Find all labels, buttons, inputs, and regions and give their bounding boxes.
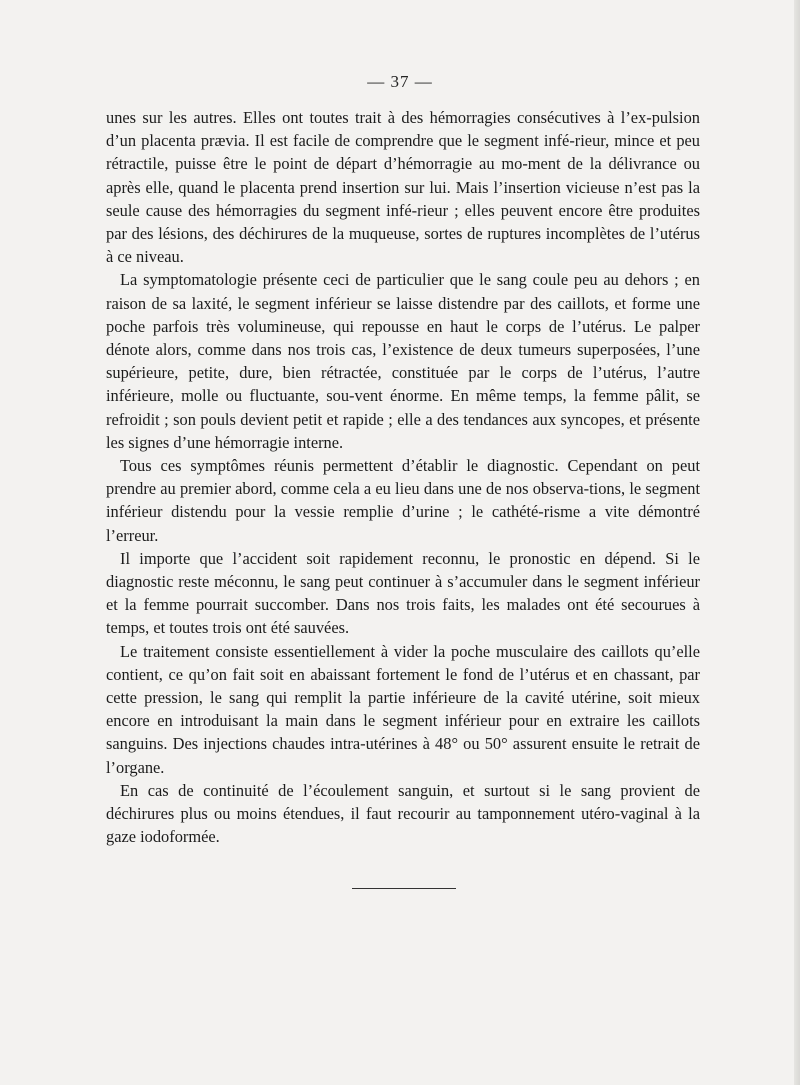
paragraph-treatment: Le traitement consiste essentiellement à vider la poche musculaire des caillots qu’elle contient, ce qu’on fait soit en abaissant fortement le fond de l’utérus et en chassant, par cette pression, le sang qui remplit la partie inférieure de la cavité utérine, soit mieux encore en introduisant la main dans le segment inférieur pour en extraire les caillots sanguins. Des injections chaudes intra-utérines à 48° ou 50° assurent ensuite le retrait de l’organe. — [106, 641, 700, 777]
page-number: — 37 — — [367, 72, 433, 91]
paragraph-tamponade: En cas de continuité de l’écoulement sanguin, et surtout si le sang provient de déchirures plus ou moins étendues, il faut recourir au tamponnement utéro-vaginal à la gaze iodoformée. — [106, 780, 700, 847]
page-edge-shadow — [794, 0, 800, 1085]
body-text — [106, 106, 700, 849]
paragraph-hemorrhage-causes: unes sur les autres. Elles ont toutes trait à des hémorragies consécutives à l’ex-pulsion d’un placenta prævia. Il est facile de comprendre que le segment infé-rieur, mince et peu rétractile, puisse être le point de départ d’hémorragie au mo-ment de la délivrance ou après elle, quand le placenta prend insertion sur lui. Mais l’insertion vicieuse n’est pas la seule cause des hémorragies du segment infé-rieur ; elles peuvent encore être produites par des lésions, des déchirures de la muqueuse, sortes de ruptures incomplètes de l’utérus à ce niveau. — [106, 108, 700, 267]
paragraph-symptomatology: La symptomatologie présente ceci de particulier que le sang coule peu au dehors ; en raison de sa laxité, le segment inférieur se laisse distendre par des caillots, et forme une poche parfois très volumineuse, qui repousse en haut le corps de l’utérus. Le palper dénote alors, comme dans nos trois cas, l’existence de deux tumeurs superposées, l’une supérieure, petite, dure, bien rétractée, constituée par le corps de l’utérus, l’autre inférieure, molle ou fluctuante, sou-vent énorme. En même temps, la femme pâlit, se refroidit ; son pouls devient petit et rapide ; elle a des tendances aux syncopes, et présente les signes d’une hémorragie interne. — [106, 270, 700, 452]
paragraph-diagnosis: Tous ces symptômes réunis permettent d’établir le diagnostic. Cependant on peut prendre au premier abord, comme cela a eu lieu dans une de nos observa-tions, le segment inférieur distendu pour la vessie remplie d’urine ; le cathété-risme a vite démontré l’erreur. — [106, 456, 700, 545]
section-end-rule — [352, 888, 456, 889]
paragraph-prognosis: Il importe que l’accident soit rapidement reconnu, le pronostic en dépend. Si le diagnostic reste méconnu, le sang peut continuer à s’accumuler dans le segment inférieur et la femme pourrait succomber. Dans nos trois faits, les malades ont été secourues à temps, et toutes trois ont été sauvées. — [106, 548, 700, 638]
